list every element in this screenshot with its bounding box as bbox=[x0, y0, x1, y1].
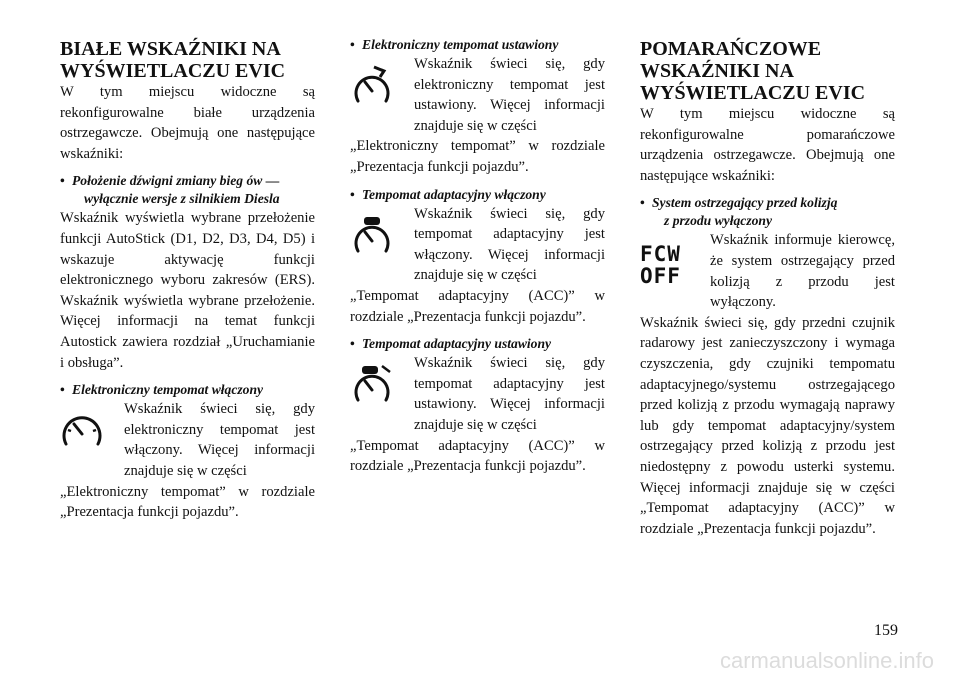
section-heading-orange: POMARAŃCZOWE WSKAŹNIKI NA WYŚWIETLACZU EVIC bbox=[640, 38, 866, 104]
bullet-title-line2: z przodu wyłączony bbox=[664, 213, 773, 229]
bullet-dot: • bbox=[350, 186, 355, 202]
bullet-dot: • bbox=[60, 173, 65, 189]
bullet-title-line2: wyłącznie wersje z silnikiem Diesla bbox=[84, 191, 280, 207]
cruise-control-on-icon bbox=[60, 399, 124, 461]
column-left bbox=[60, 30, 315, 523]
cruise-set-text-rest: „Elektroniczny tempomat” w rozdziale „Prezentacja funkcji pojazdu”. bbox=[350, 138, 605, 175]
fcw-icon-line2: OFF bbox=[640, 264, 681, 289]
acc-set-text-side: Wskaźnik świeci się, gdy tempomat adaptacyjny jest ustawiony. Więcej informacji znajduje się w części bbox=[414, 355, 605, 433]
page-number: 159 bbox=[874, 622, 898, 639]
column-right bbox=[640, 30, 895, 539]
acc-on-text-side: Wskaźnik świeci się, gdy tempomat adaptacyjny jest włączony. Więcej informacji znajduje się w części bbox=[414, 205, 605, 284]
bullet-dot: • bbox=[640, 195, 645, 211]
bullet-acc-set bbox=[350, 335, 605, 353]
cruise-control-set-icon bbox=[350, 54, 414, 116]
bullet-dot: • bbox=[350, 37, 355, 52]
bullet-cruise-set bbox=[350, 36, 605, 54]
watermark: carmanualsonline.info bbox=[719, 648, 934, 673]
gear-position-text: Wskaźnik wyświetla wybrane przełożenie funkcji AutoStick (D1, D2, D3, D4, D5) i wskazuje aktywację funkcji elektronicznego wyboru zakresów (ERS). Wskaźnik wyświetla wybrane przełożenie. Więcej informacji na temat funkcji Autostick zawiera rozdział „Uruchamianie i obsługa”. bbox=[60, 210, 315, 371]
cruise-on-text-side: Wskaźnik świeci się, gdy elektroniczny tempomat jest włączony. Więcej informacji znajduje się w części bbox=[124, 401, 315, 479]
acc-on-icon bbox=[350, 204, 414, 266]
fcw-off-text-rest: Wskaźnik świeci się, gdy przedni czujnik radarowy jest zanieczyszczony i wymaga czyszczenia, gdy czujniki tempomatu adaptacyjnego/systemu ostrzegającego przed kolizją z przodu wymagają naprawy lub gdy tempomat adaptacyjny/system ostrzegający przed kolizją z przodu jest niedostępny z powodu usterki systemu. Więcej informacji znajduje się w części „Tempomat adaptacyjny (ACC)” w rozdziale „Prezentacja funkcji pojazdu”. bbox=[640, 314, 895, 537]
bullet-title: Elektroniczny tempomat ustawiony bbox=[362, 37, 559, 52]
bullet-dot: • bbox=[350, 336, 355, 352]
bullet-gear-position bbox=[60, 172, 315, 208]
fcw-icon-line1: FCW bbox=[640, 242, 681, 267]
fcw-off-text-side: Wskaźnik informuje kierowcę, że system ostrzegający przed kolizją z przodu jest wyłączony. bbox=[710, 232, 895, 311]
bullet-title: Tempomat adaptacyjny ustawiony bbox=[362, 336, 552, 352]
bullet-acc-on bbox=[350, 186, 605, 204]
bullet-cruise-on bbox=[60, 381, 315, 399]
fcw-off-icon bbox=[640, 230, 710, 294]
acc-set-icon bbox=[350, 353, 414, 415]
bullet-dot: • bbox=[60, 382, 65, 398]
column-middle bbox=[350, 30, 605, 477]
cruise-on-text-rest: „Elektroniczny tempomat” w rozdziale „Prezentacja funkcji pojazdu”. bbox=[60, 483, 315, 521]
intro-white: W tym miejscu widoczne są rekonfigurowalne białe urządzenia ostrzegawcze. Obejmują one następujące wskaźniki: bbox=[60, 84, 315, 162]
intro-orange: W tym miejscu widoczne są rekonfigurowalne pomarańczowe urządzenia ostrzegawcze. Obejmują one następujące wskaźniki: bbox=[640, 106, 895, 184]
bullet-title-line1: Położenie dźwigni zmiany bieg ów — bbox=[72, 173, 280, 189]
bullet-title: Tempomat adaptacyjny włączony bbox=[362, 186, 546, 202]
bullet-fcw-off bbox=[640, 194, 895, 230]
cruise-set-text-side: Wskaźnik świeci się, gdy elektroniczny tempomat jest ustawiony. Więcej informacji znajduje się w części bbox=[414, 56, 605, 134]
bullet-title: Elektroniczny tempomat włączony bbox=[72, 382, 264, 398]
acc-set-text-rest: „Tempomat adaptacyjny (ACC)” w rozdziale „Prezentacja funkcji pojazdu”. bbox=[350, 437, 605, 475]
section-heading-white: BIAŁE WSKAŹNIKI NA WYŚWIETLACZU EVIC bbox=[60, 38, 286, 82]
acc-on-text-rest: „Tempomat adaptacyjny (ACC)” w rozdziale „Prezentacja funkcji pojazdu”. bbox=[350, 287, 605, 325]
bullet-title-line1: System ostrzegający przed kolizją bbox=[652, 195, 838, 211]
